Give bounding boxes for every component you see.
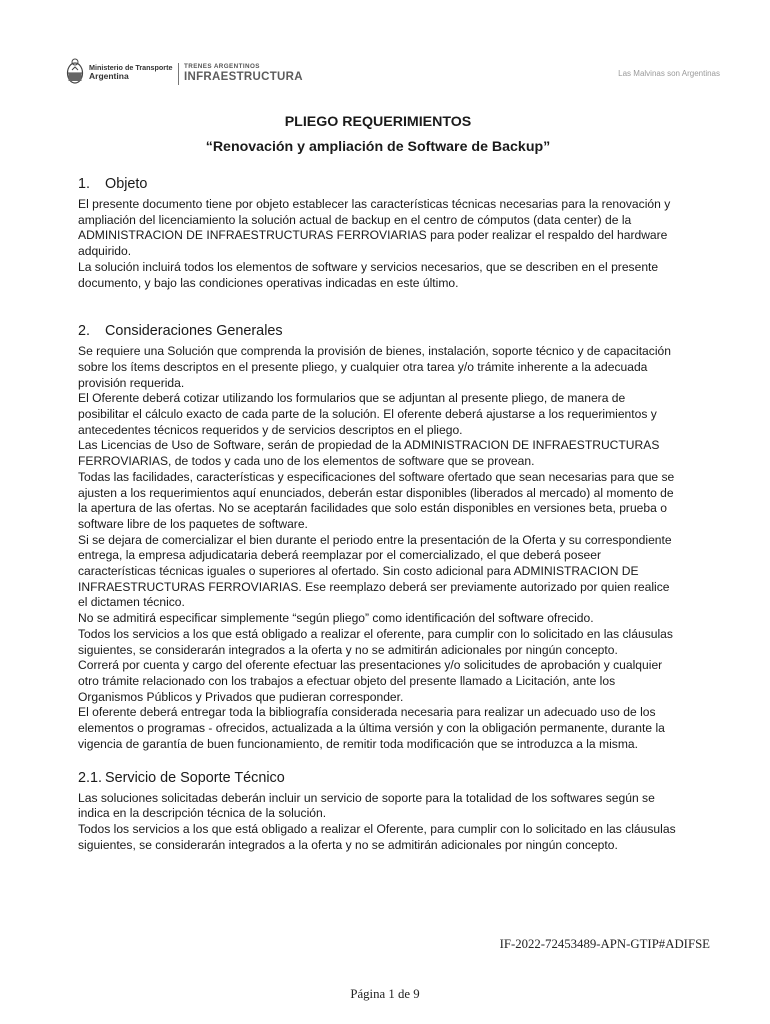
trenes-argentinos-label: TRENES ARGENTINOS (184, 63, 260, 70)
page-header (66, 58, 726, 90)
page-number: Página 1 de 9 (350, 987, 420, 1001)
section-servicio-soporte-tecnico (78, 769, 678, 854)
paragraph: Se requiere una Solución que comprenda la provisión de bienes, instalación, soporte técnico y de capacitación sobre los ítems descriptos en el presente pliego, y cualquier otra tarea y/o trámite inherente a la adecuada provisión requerida. (78, 344, 671, 390)
trenes-logo (184, 63, 303, 84)
infraestructura-label: INFRAESTRUCTURA (184, 71, 303, 83)
section-title: Objeto (105, 176, 148, 192)
paragraph: El presente documento tiene por objeto establecer las características técnicas necesarias para la renovación y ampliación del licenciamiento la solución actual de backup en el centro de cómputos (data center) de la ADMINISTRACION DE INFRAESTRUCTURAS FERROVIARIAS para poder realizar el respaldo del hardware adquirido. (78, 197, 671, 259)
section-title: Consideraciones Generales (105, 323, 283, 340)
section-number: 2. (78, 323, 91, 340)
section-number: 2.1. (78, 769, 103, 786)
paragraph: La solución incluirá todos los elementos de software y servicios necesarios, que se describen en el presente documento, y bajo las condiciones operativas indicadas en este último. (78, 259, 659, 290)
document-subtitle: “Renovación y ampliación de Software de Backup” (205, 139, 551, 155)
ministerio-country: Argentina (89, 71, 129, 81)
ministerio-name: Ministerio de Transporte (89, 63, 173, 72)
document-title: PLIEGO REQUERIMIENTOS (284, 114, 472, 130)
section-consideraciones-generales (78, 322, 678, 752)
paragraph: Todas las facilidades, características y especificaciones del software ofertado que sean necesarias para que se ajusten a los requerimientos aquí enunciados, deberán estar disponibles (liberados al mercado) al momento de la apertura de las ofertas. No se aceptarán facilidades que solo están disponibles en versiones beta, prueba o software libre de los paquetes de software. (78, 469, 675, 531)
document-body (78, 113, 678, 853)
paragraph: Las soluciones solicitadas deberán incluir un servicio de soporte para la totalidad de los softwares según se indica en la descripción técnica de la solución. (78, 790, 655, 821)
paragraph: Si se dejara de comercializar el bien durante el periodo entre la presentación de la Oferta y su correspondiente entrega, la empresa adjudicataria deberá reemplazar por el comercializado, el que deberá poseer características técnicas iguales o superiores al ofertado. Sin costo adicional para ADMINISTRACION DE INFRAESTRUCTURAS FERROVIARIAS. Ese reemplazo deberá ser previamente autorizado por quien realice el dictamen técnico. (78, 532, 672, 610)
paragraph: El Oferente deberá cotizar utilizando los formularios que se adjuntan al presente pliego, de manera de posibilitar el cálculo exacto de cada parte de la solución. El oferente deberá ajustarse a los requerimientos y antecedentes técnicos requeridos y de servicios descriptos en el pliego. (78, 391, 657, 437)
section-heading (78, 769, 678, 787)
paragraph: No se admitirá especificar simplemente “según pliego” como identificación del software ofrecido. (78, 611, 594, 626)
document-id: IF-2022-72453489-APN-GTIP#ADIFSE (499, 937, 710, 951)
paragraph: El oferente deberá entregar toda la bibliografía considerada necesaria para realizar un adecuado uso de los elementos o programas - ofrecidos, actualizada a la última versión y con la obligación permanente, durante la vigencia de garantía de buen funcionamiento, de remitir toda modificación que se introduzca a la misma. (78, 705, 665, 751)
malvinas-slogan: Las Malvinas son Argentinas (618, 69, 720, 78)
section-heading (78, 322, 678, 340)
ministerio-logo (66, 58, 172, 86)
section-heading (78, 175, 678, 193)
paragraph: Las Licencias de Uso de Software, serán de propiedad de la ADMINISTRACION DE INFRAESTRUCTURAS FERROVIARIAS, de todos y cada uno de los elementos de software que se provean. (78, 438, 660, 469)
paragraph: Correrá por cuenta y cargo del oferente efectuar las presentaciones y/o solicitudes de aprobación y cualquier otro trámite relacionado con los trabajos a efectuar objeto del presente llamado a Licitación, ante los Organismos Públicos y Privados que pudieran corresponder. (78, 658, 663, 704)
paragraph: Todos los servicios a los que está obligado a realizar el oferente, para cumplir con lo solicitado en las cláusulas siguientes, se considerarán integrados a la oferta y no se admitirán adicionales por ningún concepto. (78, 626, 673, 657)
paragraph: Todos los servicios a los que está obligado a realizar el Oferente, para cumplir con lo solicitado en las cláusulas siguientes, se considerarán integrados a la oferta y no se admitirán adicionales por ningún concepto. (78, 821, 676, 852)
section-objeto (78, 175, 678, 291)
section-title: Servicio de Soporte Técnico (105, 769, 285, 786)
section-number: 1. (78, 176, 91, 192)
argentina-seal-icon (66, 58, 84, 86)
logo-divider (178, 63, 179, 85)
